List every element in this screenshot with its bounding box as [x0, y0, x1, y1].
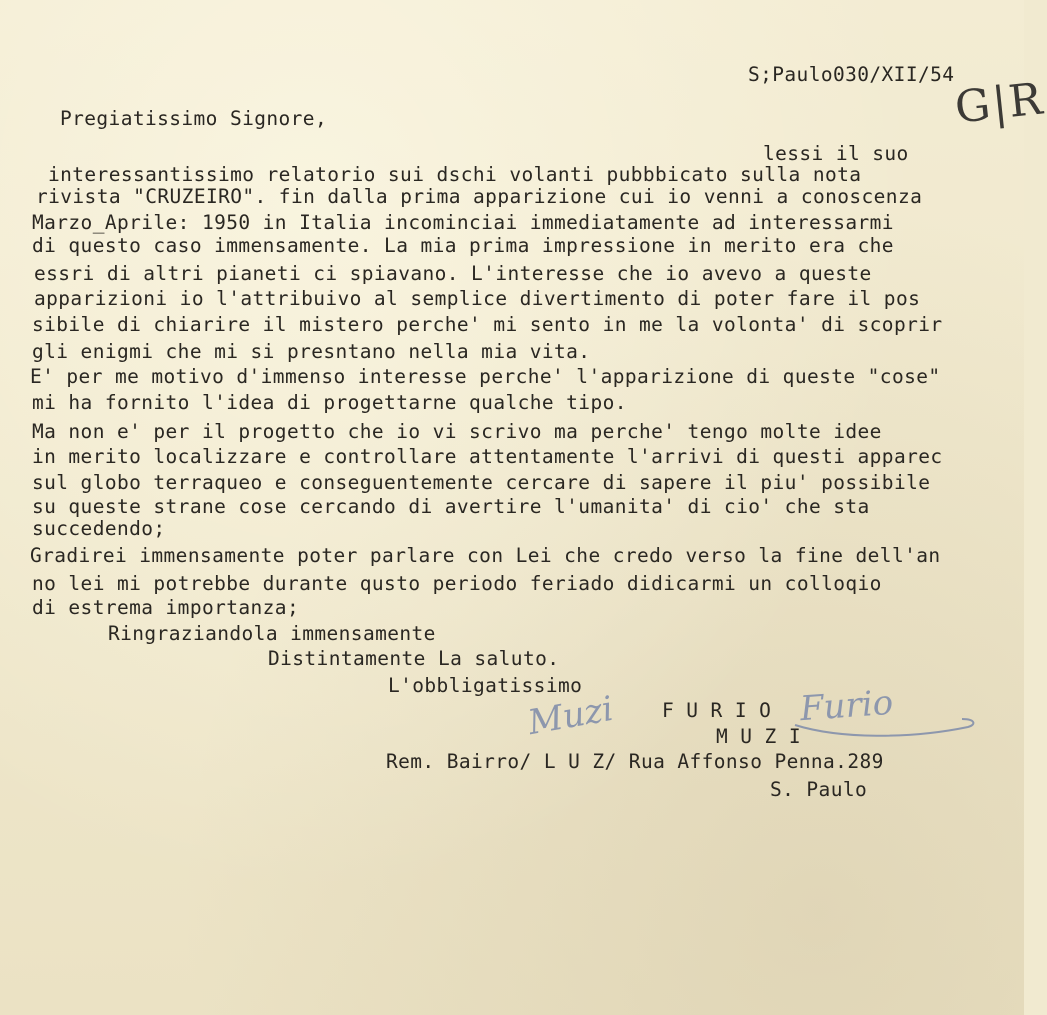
body-line: apparizioni io l'attribuivo al semplice divertimento di poter fare il pos — [34, 287, 921, 310]
signature-firstname: Furio — [798, 682, 895, 730]
body-line: sibile di chiarire il mistero perche' mi sento in me la volonta' di scoprir — [32, 313, 943, 336]
typed-last-name: M U Z I — [716, 725, 801, 748]
body-line: gli enigmi che mi si presntano nella mia vita. — [32, 340, 591, 363]
signature-surname: Muzi — [525, 688, 617, 744]
body-line: sul globo terraqueo e conseguentemente cercare di sapere il piu' possibile — [32, 471, 931, 494]
closing-line: L'obbligatissimo — [388, 674, 583, 697]
sender-city: S. Paulo — [770, 778, 868, 801]
handwritten-initials: G|R — [952, 73, 1047, 134]
body-line: Marzo_Aprile: 1950 in Italia incominciai immediatamente ad interessarmi — [32, 211, 894, 234]
closing-line: Ringraziandola immensamente — [108, 622, 436, 645]
closing-line: Distintamente La saluto. — [268, 647, 560, 670]
sender-address: Rem. Bairro/ L U Z/ Rua Affonso Penna.289 — [386, 750, 884, 773]
body-line: in merito localizzare e controllare attentamente l'arrivi di questi apparec — [32, 445, 943, 468]
body-line: di estrema importanza; — [32, 596, 300, 619]
body-line: no lei mi potrebbe durante qusto periodo feriado didicarmi un colloqio — [32, 572, 882, 595]
body-line: lessi il suo — [763, 142, 909, 165]
salutation: Pregiatissimo Signore, — [60, 107, 328, 130]
body-line: rivista "CRUZEIRO". fin dalla prima apparizione cui io venni a conoscenza — [36, 185, 923, 208]
place-date: S;Paulo030/XII/54 — [748, 63, 955, 86]
signature-flourish — [790, 705, 980, 745]
typed-first-name: F U R I O — [662, 699, 772, 722]
body-line: mi ha fornito l'idea di progettarne qualche tipo. — [32, 391, 627, 414]
body-line: Ma non e' per il progetto che io vi scrivo ma perche' tengo molte idee — [32, 420, 882, 443]
body-line: E' per me motivo d'immenso interesse perche' l'apparizione di queste "cose" — [30, 365, 941, 388]
body-line: essri di altri pianeti ci spiavano. L'interesse che io avevo a queste — [34, 262, 872, 285]
body-line: Gradirei immensamente poter parlare con Lei che credo verso la fine dell'an — [30, 544, 941, 567]
body-line: interessantissimo relatorio sui dschi volanti pubbbicato sulla nota — [48, 163, 862, 186]
body-line: su queste strane cose cercando di avertire l'umanita' di cio' che sta — [32, 495, 870, 518]
body-line: succedendo; — [32, 517, 166, 540]
body-line: di questo caso immensamente. La mia prima impressione in merito era che — [32, 234, 894, 257]
